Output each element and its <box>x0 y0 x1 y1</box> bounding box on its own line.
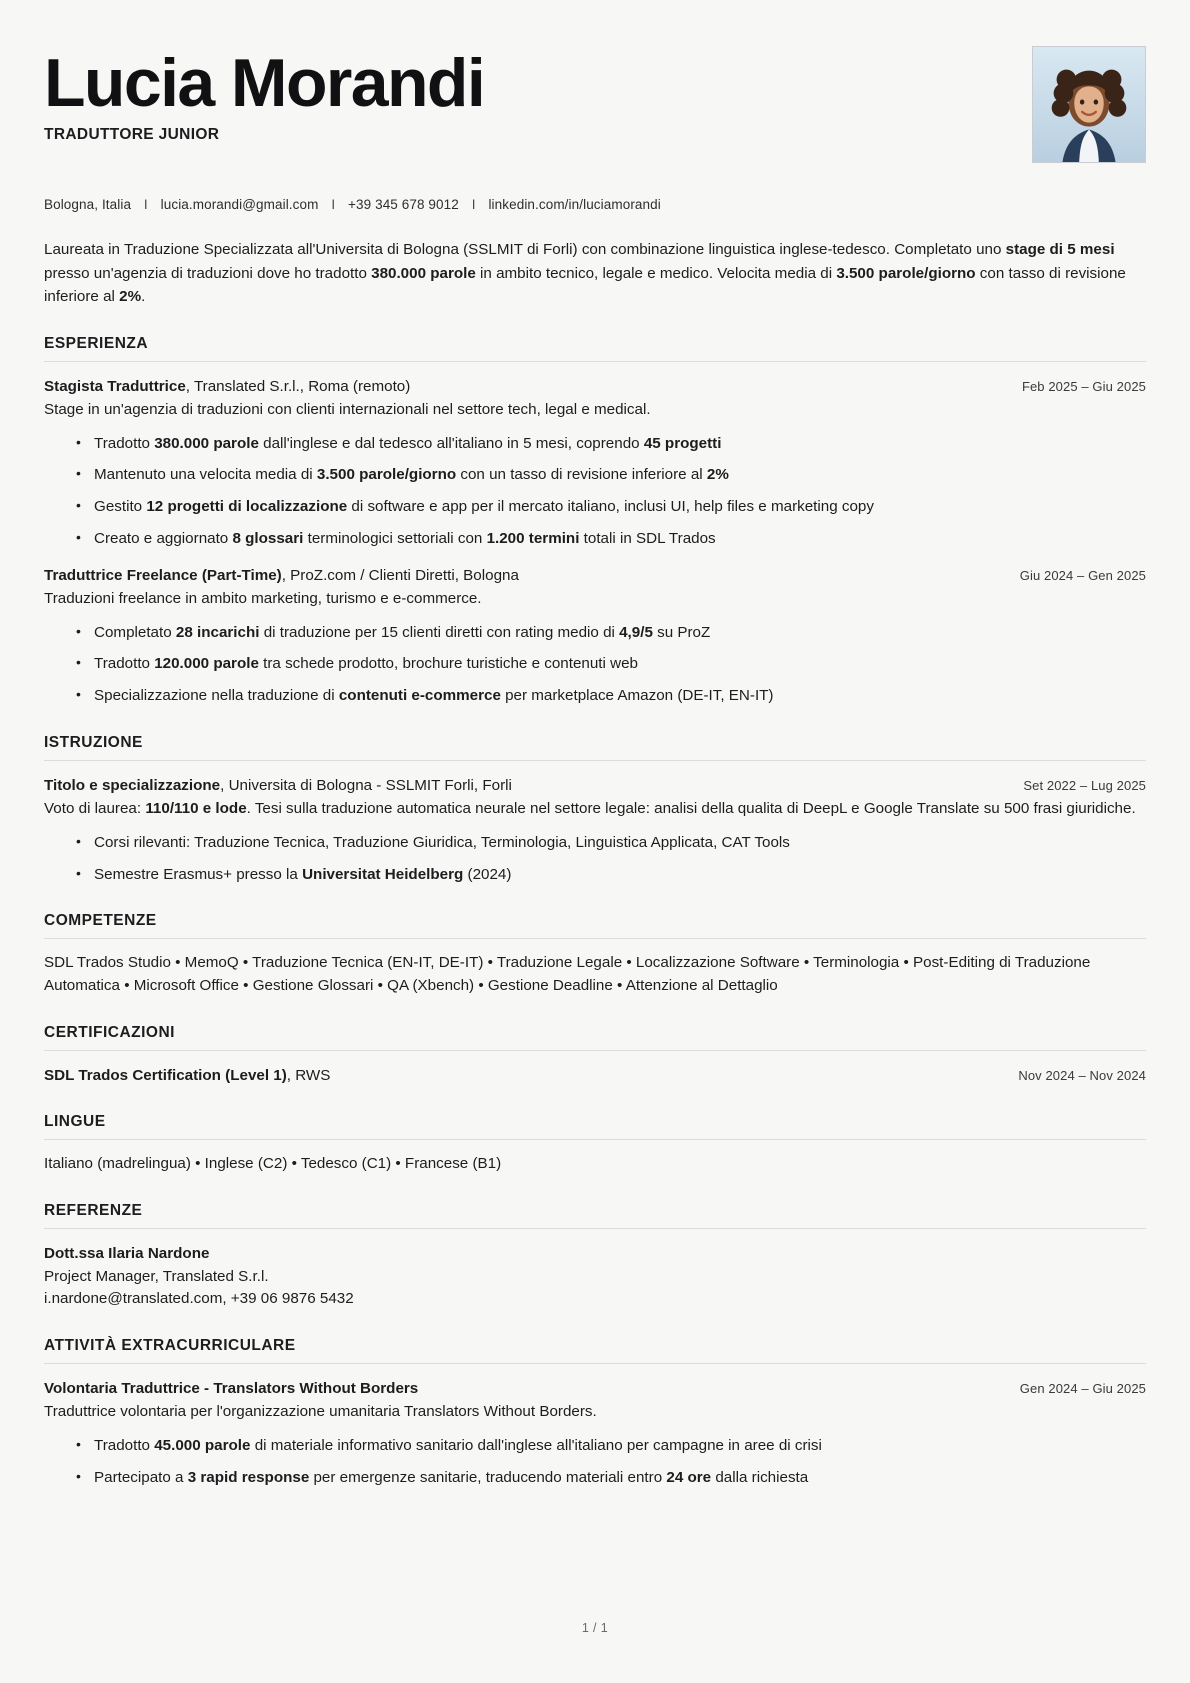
reference-title: Project Manager, Translated S.r.l. <box>44 1267 269 1285</box>
body-text: in ambito tecnico, legale e medico. Velocita media di <box>475 264 837 282</box>
list-item <box>76 685 1146 708</box>
body-text: Semestre Erasmus+ presso la <box>94 865 303 883</box>
body-text: tra schede prodotto, brochure turistiche e contenuti web <box>258 655 638 673</box>
resume-section <box>44 335 1146 708</box>
emphasis-text: 45.000 parole <box>154 1436 251 1454</box>
contact-email[interactable]: lucia.morandi@gmail.com <box>160 197 319 212</box>
contact-phone[interactable]: +39 345 678 9012 <box>348 197 459 212</box>
body-text: Stage in un'agenzia di traduzioni con clienti internazionali nel settore tech, legal e medical. <box>44 400 651 418</box>
contact-separator: I <box>331 197 336 212</box>
emphasis-text: 3 rapid response <box>187 1468 310 1486</box>
list-item <box>76 832 1146 864</box>
entry-description <box>44 798 1146 821</box>
body-text: Gestito <box>94 498 147 516</box>
body-text: con un tasso di revisione inferiore al <box>456 466 707 484</box>
resume-header <box>44 44 1146 163</box>
reference-name: Dott.ssa Ilaria Nardone <box>44 1244 210 1262</box>
contact-linkedin[interactable]: linkedin.com/in/luciamorandi <box>488 197 661 212</box>
entry-header <box>44 1065 1146 1087</box>
body-text: dalla richiesta <box>711 1468 809 1486</box>
entry-title-secondary: , RWS <box>286 1066 331 1084</box>
emphasis-text: contenuti e-commerce <box>338 687 501 705</box>
emphasis-text: 110/110 e lode <box>145 799 247 817</box>
body-text: Specializzazione nella traduzione di <box>94 687 339 705</box>
list-item <box>76 653 1146 685</box>
section-heading: REFERENZE <box>44 1202 1146 1229</box>
entry-date-range: Nov 2024 – Nov 2024 <box>1018 1067 1146 1083</box>
entry-bullet-list <box>44 433 1146 551</box>
body-text: terminologici settoriali con <box>303 529 487 547</box>
resume-section <box>44 1202 1146 1311</box>
emphasis-text: stage di 5 mesi <box>1005 241 1115 258</box>
body-text: per marketplace Amazon (DE-IT, EN-IT) <box>500 687 774 705</box>
entry-header <box>44 565 1146 587</box>
emphasis-text: 8 glossari <box>232 529 304 547</box>
resume-section <box>44 1337 1146 1489</box>
body-text: Tradotto <box>94 655 155 673</box>
page-title: Lucia Morandi <box>44 45 485 121</box>
emphasis-text: 120.000 parole <box>154 655 259 673</box>
resume-section <box>44 1113 1146 1176</box>
emphasis-text: 2% <box>119 288 142 306</box>
experience-entry <box>44 1065 1146 1087</box>
entry-description <box>44 399 1146 422</box>
reference-contact: i.nardone@translated.com, +39 06 9876 5432 <box>44 1290 354 1308</box>
entry-description <box>44 588 1146 611</box>
body-text: Traduttrice volontaria per l'organizzazione umanitaria Translators Without Borders. <box>44 1403 597 1421</box>
emphasis-text: 2% <box>706 466 729 484</box>
entry-title <box>44 1378 418 1400</box>
body-text: . Tesi sulla traduzione automatica neurale nel settore legale: analisi della qualita di DeepL e Google Translate su 500 frasi giuridiche. <box>246 799 1136 817</box>
body-text: di traduzione per 15 clienti diretti con rating medio di <box>259 623 620 641</box>
emphasis-text: 45 progetti <box>643 434 722 452</box>
entry-title-primary: Volontaria Traduttrice - Translators Without Borders <box>44 1380 419 1398</box>
body-text: Creato e aggiornato <box>94 529 233 547</box>
list-item <box>76 864 1146 887</box>
resume-section <box>44 912 1146 998</box>
emphasis-text: Universitat Heidelberg <box>302 865 464 883</box>
body-text: per emergenze sanitarie, traducendo materiali entro <box>309 1468 667 1486</box>
body-text: . <box>141 288 146 306</box>
entry-header <box>44 775 1146 797</box>
inline-items-list: SDL Trados Studio • MemoQ • Traduzione Tecnica (EN-IT, DE-IT) • Traduzione Legale • Localizzazione Software • Terminologia • Post-Editing di Traduzione Automatica • Microsoft Office • Gestione Glossari • QA (Xbench) • Gestione Deadline • Attenzione al Dettaglio <box>44 954 1091 995</box>
entry-title-secondary: , ProZ.com / Clienti Diretti, Bologna <box>281 566 519 584</box>
resume-sections <box>44 335 1146 1490</box>
emphasis-text: 1.200 termini <box>486 529 580 547</box>
list-item <box>76 433 1146 465</box>
section-heading: ESPERIENZA <box>44 335 1146 362</box>
body-text: Completato <box>94 623 176 641</box>
emphasis-text: 380.000 parole <box>154 434 259 452</box>
emphasis-text: 3.500 parole/giorno <box>316 466 457 484</box>
section-heading: LINGUE <box>44 1113 1146 1140</box>
emphasis-text: 12 progetti di localizzazione <box>146 498 348 516</box>
entry-title-primary: Stagista Traduttrice <box>44 377 186 395</box>
inline-items-list: Italiano (madrelingua) • Inglese (C2) • Tedesco (C1) • Francese (B1) <box>44 1154 502 1172</box>
body-text: Mantenuto una velocita media di <box>94 466 317 484</box>
entry-date-range: Set 2022 – Lug 2025 <box>1023 777 1146 793</box>
entry-bullet-list <box>44 832 1146 887</box>
list-item <box>76 496 1146 528</box>
professional-summary <box>44 238 1146 309</box>
section-heading: CERTIFICAZIONI <box>44 1024 1146 1051</box>
entry-date-range: Giu 2024 – Gen 2025 <box>1019 567 1146 583</box>
portrait-illustration <box>1033 47 1145 162</box>
avatar <box>1032 46 1146 163</box>
body-text: Corsi rilevanti: Traduzione Tecnica, Traduzione Giuridica, Terminologia, Linguistica Applicata, CAT Tools <box>94 833 790 851</box>
entry-title-primary: Traduttrice Freelance (Part-Time) <box>44 566 282 584</box>
body-text: (2024) <box>463 865 512 883</box>
reference-entry <box>44 1243 1146 1311</box>
entry-title-secondary: , Translated S.r.l., Roma (remoto) <box>185 377 411 395</box>
body-text: di software e app per il mercato italiano, inclusi UI, help files e marketing copy <box>347 498 874 516</box>
contact-separator: I <box>471 197 476 212</box>
entry-bullet-list <box>44 1435 1146 1490</box>
contact-line <box>44 197 1146 212</box>
entry-title <box>44 775 512 797</box>
emphasis-text: 28 incarichi <box>175 623 260 641</box>
emphasis-text: 380.000 parole <box>371 264 476 282</box>
body-text: con tasso di revisione inferiore al <box>44 264 1126 306</box>
entry-title-secondary: , Universita di Bologna - SSLMIT Forli, Forli <box>220 776 512 794</box>
contact-separator: I <box>143 197 148 212</box>
entry-header <box>44 1378 1146 1400</box>
resume-section <box>44 1024 1146 1087</box>
body-text: di materiale informativo sanitario dall'inglese all'italiano per campagne in aree di crisi <box>250 1436 822 1454</box>
entry-date-range: Gen 2024 – Giu 2025 <box>1019 1381 1146 1397</box>
body-text: Tradotto <box>94 1436 155 1454</box>
section-heading: COMPETENZE <box>44 912 1146 939</box>
entry-title-primary: SDL Trados Certification (Level 1) <box>44 1066 287 1084</box>
page-footer: 1 / 1 <box>581 1621 609 1635</box>
entry-title-primary: Titolo e specializzazione <box>44 776 221 794</box>
resume-section <box>44 734 1146 886</box>
list-item <box>76 1467 1146 1490</box>
emphasis-text: 24 ore <box>666 1468 712 1486</box>
body-text: presso un'agenzia di traduzioni dove ho tradotto <box>44 264 372 282</box>
entry-description <box>44 1401 1146 1424</box>
emphasis-text: 4,9/5 <box>619 623 653 641</box>
emphasis-text: 3.500 parole/giorno <box>836 264 976 282</box>
entry-bullet-list <box>44 622 1146 708</box>
experience-entry <box>44 775 1146 886</box>
experience-entry <box>44 565 1146 708</box>
experience-entry <box>44 376 1146 551</box>
body-text: Traduzioni freelance in ambito marketing, turismo e e-commerce. <box>44 589 482 607</box>
body-text: dall'inglese e dal tedesco all'italiano in 5 mesi, coprendo <box>258 434 644 452</box>
identity-block <box>44 44 484 144</box>
body-text: Voto di laurea: <box>44 799 146 817</box>
entry-date-range: Feb 2025 – Giu 2025 <box>1021 378 1146 394</box>
section-heading: ISTRUZIONE <box>44 734 1146 761</box>
body-text: su ProZ <box>652 623 711 641</box>
list-item <box>76 528 1146 551</box>
experience-entry <box>44 1378 1146 1489</box>
body-text: Laureata in Traduzione Specializzata all'Universita di Bologna (SSLMIT di Forli) con combinazione linguistica inglese-tedesco. Completato uno <box>44 241 1006 258</box>
entry-title <box>44 376 410 398</box>
list-item <box>76 464 1146 496</box>
list-item <box>76 622 1146 654</box>
body-text: Partecipato a <box>94 1468 188 1486</box>
list-item <box>76 1435 1146 1467</box>
entry-title <box>44 565 519 587</box>
entry-title <box>44 1065 330 1087</box>
body-text: Tradotto <box>94 434 155 452</box>
body-text: totali in SDL Trados <box>579 529 716 547</box>
contact-location: Bologna, Italia <box>44 197 132 212</box>
job-role-subtitle: TRADUTTORE JUNIOR <box>44 125 220 143</box>
entry-header <box>44 376 1146 398</box>
section-heading: ATTIVITÀ EXTRACURRICULARE <box>44 1337 1146 1364</box>
